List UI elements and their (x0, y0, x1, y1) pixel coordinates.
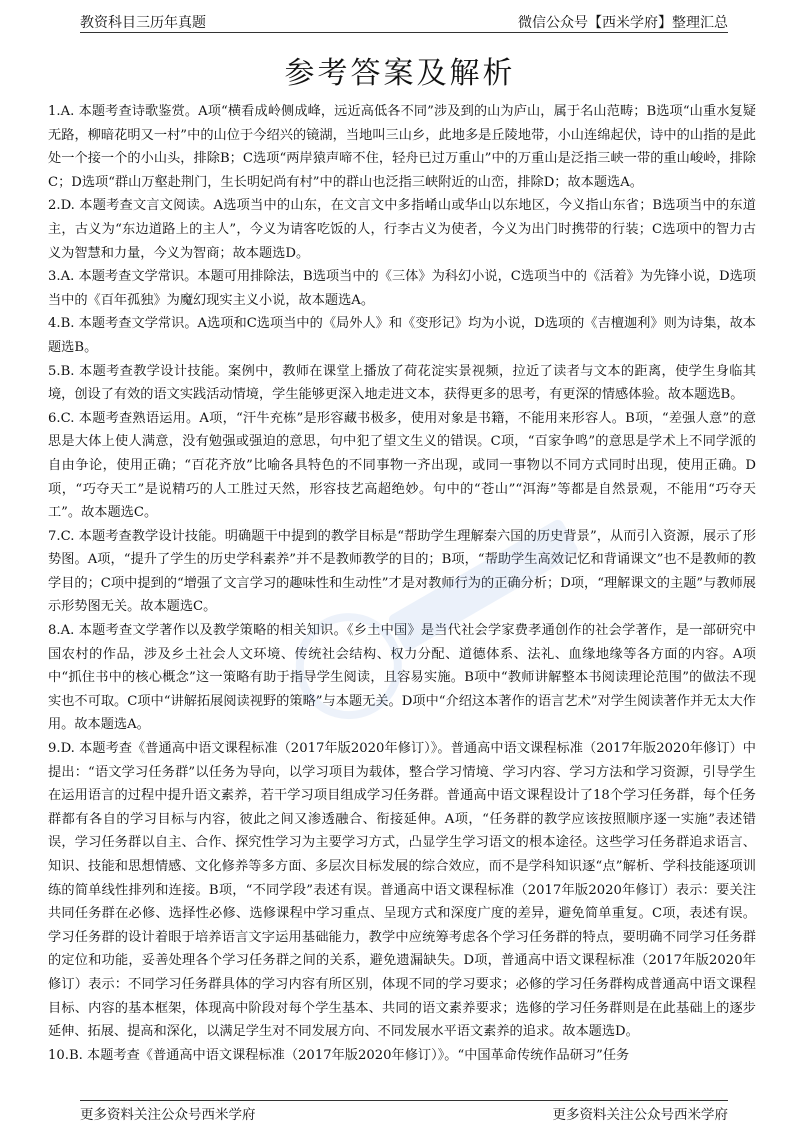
answer-body (48, 100, 756, 1067)
page-footer (80, 1100, 728, 1123)
header-right-text: 微信公众号【西米学府】整理汇总 (518, 15, 728, 31)
answer-paragraph-9: 9.D. 本题考查《普通高中语文课程标准（2017年版2020年修订）》。普通高中语文课程标准（2017年版2020年修订）中提出：“语文学习任务群”以任务为导向，以学习项目为载体，整合学习情境、学习内容、学习方法和学习资源，引导学生在运用语言的过程中提升语文素养，若干学习项目组成学习任务群。普通高中语文课程设计了18个学习任务群，每个任务群都有各自的学习目标与内容，彼此之间又渗透融合、衔接延伸。A项，“任务群的教学应该按照顺序逐一实施”表述错误，学习任务群以自主、合作、探究性学习为主要学习方式，凸显学生学习语文的根本途径。这些学习任务群追求语言、知识、技能和思想情感、文化修养等多方面、多层次目标发展的综合效应，而不是学科知识逐“点”解析、学科技能逐项训练的简单线性排列和连接。B项，“不同学段”表述有误。普通高中语文课程标准（2017年版2020年修订）表示：要关注共同任务群在必修、选择性必修、选修课程中学习重点、呈现方式和深度广度的差异，避免简单重复。C项，表述有误。学习任务群的设计着眼于培养语言文字运用基础能力，教学中应统筹考虑各个学习任务群的特点，要明确不同学习任务群的定位和功能，妥善处理各个学习任务群之间的关系，避免遗漏缺失。D项，普通高中语文课程标准（2017年版2020年修订）表示：不同学习任务群具体的学习内容有所区别，体现不同的学习要求；必修的学习任务群构成普通高中语文课程目标、内容的基本框架，体现高中阶段对每个学生基本、共同的语文素养要求；选修的学习任务群则是在此基础上的逐步延伸、拓展、提高和深化，以满足学生对不同发展方向、不同发展水平语文素养的追求。故本题选D。 (48, 741, 756, 1040)
header-left-text: 教资科目三历年真题 (80, 15, 206, 31)
answer-paragraph-3: 3.A. 本题考查文学常识。本题可用排除法，B选项当中的《三体》为科幻小说，C选项当中的《活着》为先锋小说，D选项当中的《百年孤独》为魔幻现实主义小说，故本题选A。 (48, 269, 756, 308)
answer-paragraph-10: 10.B. 本题考查《普通高中语文课程标准（2017年版2020年修订）》。“中国革命传统作品研习”任务 (48, 1047, 630, 1063)
answer-paragraph-4: 4.B. 本题考查文学常识。A选项和C选项当中的《局外人》和《变形记》均为小说，D选项的《吉檀迦利》则为诗集，故本题选B。 (48, 316, 756, 355)
answer-paragraph-6: 6.C. 本题考查熟语运用。A项，“汗牛充栋”是形容藏书极多，使用对象是书籍，不能用来形容人。B项，“差强人意”的意思是大体上使人满意，没有勉强或强迫的意思，句中犯了望文生义的错误。C项，“百家争鸣”的意思是学术上不同学派的自由争论，使用正确；“百花齐放”比喻各具特色的不同事物一齐出现，或同一事物以不同方式同时出现，使用正确。D项，“巧夺天工”是说精巧的人工胜过天然，形容技艺高超绝妙。句中的“苍山”“洱海”等都是自然景观，不能用“巧夺天工”。故本题选C。 (48, 410, 756, 521)
answer-paragraph-2: 2.D. 本题考查文言文阅读。A选项当中的山东，在文言文中多指崤山或华山以东地区，今义指山东省；B选项当中的东道主，古义为“东边道路上的主人”，今义为请客吃饭的人，行李古义为使者，今义为出门时携带的行装；C选项中的智力古义为智慧和力量，今义为智商；故本题选D。 (48, 198, 756, 261)
answer-paragraph-7: 7.C. 本题考查教学设计技能。明确题干中提到的教学目标是“帮助学生理解秦六国的历史背景”，从而引入资源，展示了形势图。A项，“提升了学生的历史学科素养”并不是教师教学的目的；B项，“帮助学生高效记忆和背诵课文”也不是教师的教学目的；C项中提到的“增强了文言学习的趣味性和生动性”才是对教师行为的正确分析；D项，“理解课文的主题”与教师展示形势图无关。故本题选C。 (48, 528, 756, 615)
page-header (80, 10, 728, 33)
footer-right-text: 更多资料关注公众号西米学府 (552, 1107, 728, 1123)
answer-paragraph-8: 8.A. 本题考查文学著作以及教学策略的相关知识。《乡土中国》是当代社会学家费孝通创作的社会学著作，是一部研究中国农村的作品，涉及乡土社会人文环境、传统社会结构、权力分配、道德体系、法礼、血缘地缘等各方面的内容。A项中“抓住书中的核心概念”这一策略有助于指导学生阅读，且容易实施。B项中“教师讲解整本书阅读理论范围”的做法不现实也不可取。C项中“讲解拓展阅读视野的策略”与本题无关。D项中“介绍这本著作的语言艺术”对学生阅读著作并无太大作用。故本题选A。 (48, 623, 756, 733)
answer-paragraph-5: 5.B. 本题考查教学设计技能。案例中，教师在课堂上播放了荷花淀实景视频，拉近了读者与文本的距离，使学生身临其境，创设了有效的语文实践活动情境，学生能够更深入地走进文本，获得更多的思考，有更深的情感体验。故本题选B。 (48, 363, 756, 403)
page-title: 参考答案及解析 (284, 56, 516, 91)
answer-paragraph-1: 1.A. 本题考查诗歌鉴赏。A项“横看成岭侧成峰，远近高低各不同”涉及到的山为庐山，属于名山范畴；B选项“山重水复疑无路，柳暗花明又一村”中的山位于今绍兴的镜湖，当地叫三山乡，此地多是丘陵地带，小山连绵起伏，诗中的山指的是此处一个接一个的小山头，排除B；C选项“两岸猿声啼不住，轻舟已过万重山”中的万重山是泛指三峡一带的重山峻岭，排除C；D选项“群山万壑赴荆门，生长明妃尚有村”中的群山也泛指三峡附近的山峦，排除D；故本题选A。 (48, 104, 756, 190)
footer-left-text: 更多资料关注公众号西米学府 (80, 1107, 256, 1123)
